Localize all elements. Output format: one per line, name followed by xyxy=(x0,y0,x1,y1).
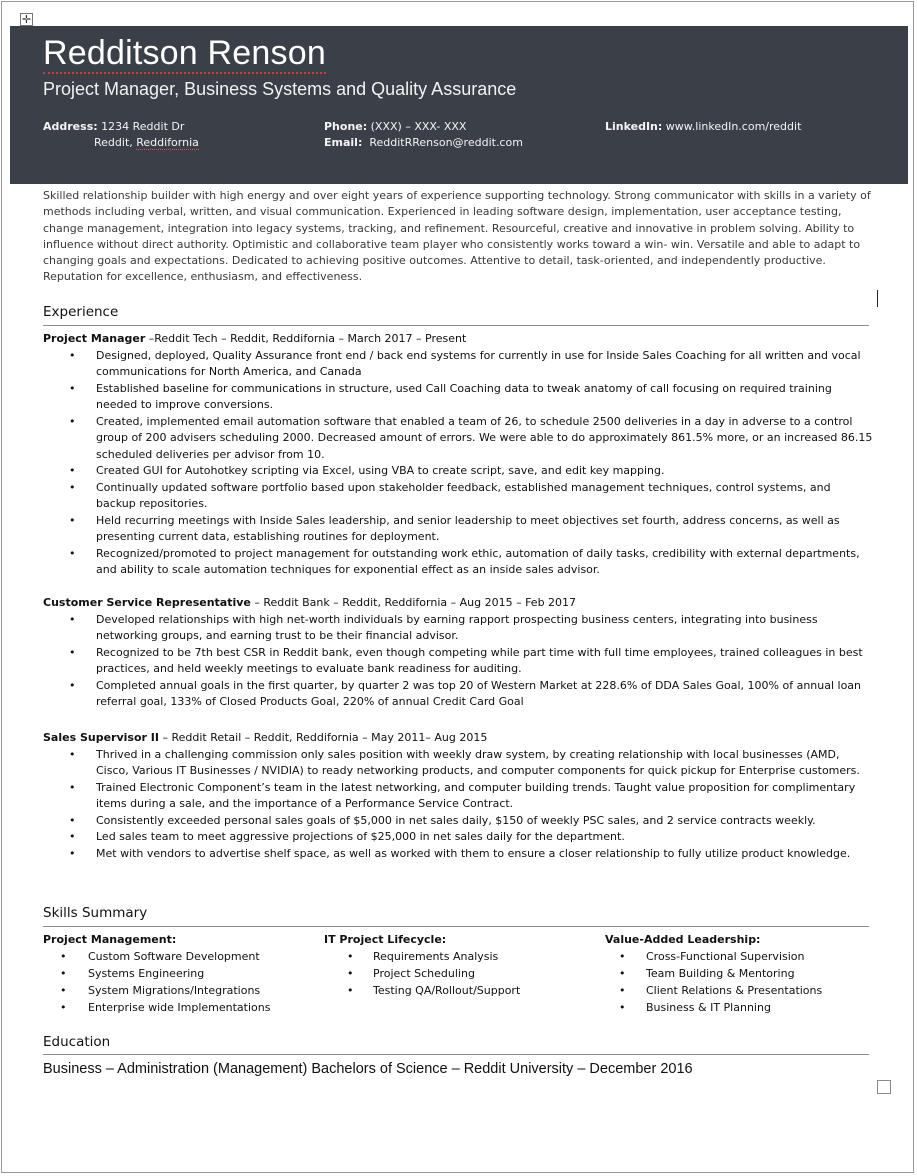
address-label: Address: xyxy=(43,120,98,133)
list-item: • Led sales team to meet aggressive projections of $25,000 in net sales daily for the department. xyxy=(43,829,873,846)
bullet-icon: • xyxy=(347,950,354,963)
email-label: Email: xyxy=(324,136,363,149)
skills-column xyxy=(324,932,520,999)
linkedin-block xyxy=(605,119,801,135)
list-item: • Established baseline for communications in structure, used Call Coaching data to tweak anatomy of call focusing on required training needed to improve conversions. xyxy=(69,381,832,411)
address-line1: 1234 Reddit Dr xyxy=(101,120,185,133)
list-item: • Trained Electronic Component’s team in the latest networking, and computer building trends. Taught value proposition for complimentary items during a sale, and the importance of a Performance Service Contract. xyxy=(69,780,856,810)
list-item: • Systems Engineering xyxy=(60,967,205,980)
skills-column xyxy=(605,932,822,1016)
bullet-icon: • xyxy=(69,747,76,761)
list-item: • Consistently exceeded personal sales goals of $5,000 in net sales daily, $150 of weekly PSC sales, and 2 service contracts weekly. xyxy=(43,813,873,830)
job-entry xyxy=(43,331,873,579)
skills-heading: Skills Summary xyxy=(43,905,148,921)
bullet-icon: • xyxy=(69,546,76,560)
bullet-icon: • xyxy=(69,464,76,477)
bullet-icon: • xyxy=(69,780,76,794)
list-item: • Created GUI for Autohotkey scripting via Excel, using VBA to create script, save, and edit key mapping. xyxy=(43,463,873,480)
job-role: Sales Supervisor II xyxy=(43,731,159,744)
list-item: • Held recurring meetings with Inside Sales leadership, and senior leadership to meet objectives set fourth, address concerns, as well as presenting current data, establishing routines for deployment. xyxy=(69,513,840,543)
bullet-icon: • xyxy=(619,1001,626,1014)
job-details: – Reddit Retail – Reddit, Reddifornia – May 2011– Aug 2015 xyxy=(158,731,488,744)
bullet-icon: • xyxy=(69,513,76,527)
table-move-handle-icon[interactable]: ✛ xyxy=(21,13,32,26)
list-item: • Continually updated software portfolio based upon stakeholder feedback, established management techniques, control systems, and backup repositories. xyxy=(69,480,831,510)
experience-divider xyxy=(43,325,869,326)
list-item: • Business & IT Planning xyxy=(619,1001,771,1014)
bullet-icon: • xyxy=(60,950,67,963)
job-header xyxy=(43,595,873,612)
list-item: • Created, implemented email automation software that enabled a team of 26, to schedule 2500 deliveries in a day in adverse to a control group of 200 advisers scheduling 2000. Decreased amount of errors. We were able to do approximately 861.5% more, or an increased 86.15 scheduled deliveries per advisor from 10. xyxy=(69,414,873,461)
list-item: • Client Relations & Presentations xyxy=(619,984,823,997)
bullet-icon: • xyxy=(60,984,67,997)
skills-column-heading: Value-Added Leadership: xyxy=(605,933,761,946)
professional-summary: Skilled relationship builder with high energy and over eight years of experience supporting technology. Strong communicator with skills in a variety of methods including verbal, written, and visual communication. Experienced in leading software design, implementation, user acceptance testing, change management, integration into legacy systems, tracking, and refinement. Resourceful, creative and innovative in problem solving. Ability to influence without direct authority. Optimistic and collaborative team player who consistently works toward a win- win. Versatile and able to adapt to changing goals and expectations. Dedicated to achieving positive outcomes. Attentive to detail, task-oriented, and independently productive. Reputation for excellence, enthusiasm, and effectiveness. xyxy=(43,189,871,284)
skills-column xyxy=(43,932,270,1016)
phone-value: (XXX) – XXX- XXX xyxy=(370,120,467,133)
bullet-icon: • xyxy=(69,830,76,843)
job-details: –Reddit Tech – Reddit, Reddifornia – March 2017 – Present xyxy=(145,332,467,345)
job-bullets xyxy=(43,612,873,711)
address-state: Reddifornia xyxy=(136,136,199,149)
list-item: • Thrived in a challenging commission only sales position with weekly draw system, by creating relationship with local businesses (AMD, Cisco, Various IT Businesses / NVIDIA) to ready networking products, and computer components for quick pickup for Enterprise customers. xyxy=(69,747,860,777)
bullet-icon: • xyxy=(69,645,76,659)
phone-email-block xyxy=(324,119,523,151)
job-bullets xyxy=(43,348,873,579)
skills-list xyxy=(605,948,822,1016)
list-item: • Recognized/promoted to project management for outstanding work ethic, automation of daily tasks, credibility with external departments, and ability to scale automation techniques for exponential effect as an inside sales advisor. xyxy=(69,546,860,576)
address-block xyxy=(43,119,199,151)
education-divider xyxy=(43,1054,869,1055)
linkedin-label: LinkedIn: xyxy=(605,120,663,133)
candidate-name: Redditson Renson xyxy=(43,34,326,72)
bullet-icon: • xyxy=(69,813,76,827)
resize-handle-icon[interactable] xyxy=(877,1080,891,1094)
list-item: • Met with vendors to advertise shelf space, as well as worked with them to ensure a closer relationship to fully utilize product knowledge. xyxy=(43,846,873,863)
bullet-icon: • xyxy=(347,984,354,997)
candidate-title: Project Manager, Business Systems and Quality Assurance xyxy=(43,79,517,99)
bullet-icon: • xyxy=(619,950,626,963)
list-item: • Designed, deployed, Quality Assurance front end / back end systems for currently in use for Inside Sales Coaching for all written and vocal communications for North America, and Canada xyxy=(69,348,861,378)
bullet-icon: • xyxy=(69,612,76,626)
linkedin-value[interactable]: www.linkedIn.com/reddit xyxy=(665,120,802,133)
list-item: • Recognized to be 7th best CSR in Reddit bank, even though competing while part time with full time employees, trained colleagues in best practices, and held weekly meetings to evaluate bank readiness for auditing. xyxy=(69,645,863,675)
resume-header xyxy=(10,26,908,184)
bullet-icon: • xyxy=(619,984,626,997)
job-role: Customer Service Representative xyxy=(43,596,251,609)
list-item: • Requirements Analysis xyxy=(347,950,499,963)
skills-list xyxy=(43,948,270,1016)
list-item: • Cross-Functional Supervision xyxy=(619,950,805,963)
skills-column-heading: IT Project Lifecycle: xyxy=(324,933,447,946)
job-entry xyxy=(43,730,873,862)
job-header xyxy=(43,730,873,747)
bullet-icon: • xyxy=(69,414,76,428)
skills-list xyxy=(324,948,520,999)
list-item: • System Migrations/Integrations xyxy=(60,984,261,997)
bullet-icon: • xyxy=(60,1001,67,1014)
email-value[interactable]: RedditRRenson@reddit.com xyxy=(369,136,523,149)
bullet-icon: • xyxy=(619,967,626,980)
text-cursor xyxy=(877,290,878,307)
skills-column-heading: Project Management: xyxy=(43,933,177,946)
bullet-icon: • xyxy=(69,678,76,692)
list-item: • Project Scheduling xyxy=(347,967,475,980)
education-degree: Business – Administration (Management) Bachelors of Science – Reddit University – December 2016 xyxy=(43,1061,693,1077)
address-city: Reddit, xyxy=(94,136,133,149)
job-header xyxy=(43,331,873,348)
job-role: Project Manager xyxy=(43,332,146,345)
phone-label: Phone: xyxy=(324,120,368,133)
bullet-icon: • xyxy=(69,381,76,395)
list-item: • Testing QA/Rollout/Support xyxy=(347,984,521,997)
job-details: – Reddit Bank – Reddit, Reddifornia – Aug 2015 – Feb 2017 xyxy=(250,596,577,609)
list-item: • Custom Software Development xyxy=(60,950,260,963)
list-item: • Completed annual goals in the first quarter, by quarter 2 was top 20 of Western Market at 228.6% of DDA Sales Goal, 100% of annual loan referral goal, 133% of Closed Products Goal, 220% of annual Credit Card Goal xyxy=(69,678,862,708)
list-item: • Team Building & Mentoring xyxy=(619,967,795,980)
bullet-icon: • xyxy=(69,846,76,860)
bullet-icon: • xyxy=(69,480,76,494)
education-heading: Education xyxy=(43,1034,111,1050)
job-entry xyxy=(43,595,873,711)
job-bullets xyxy=(43,747,873,863)
bullet-icon: • xyxy=(60,967,67,980)
skills-divider xyxy=(43,926,869,927)
list-item: • Developed relationships with high net-worth individuals by earning rapport prospecting business centers, integrating into business networking groups, and earning trust to be their financial advisor. xyxy=(69,612,818,642)
bullet-icon: • xyxy=(69,348,76,362)
bullet-icon: • xyxy=(347,967,354,980)
list-item: • Enterprise wide Implementations xyxy=(60,1001,271,1014)
experience-heading: Experience xyxy=(43,304,119,320)
